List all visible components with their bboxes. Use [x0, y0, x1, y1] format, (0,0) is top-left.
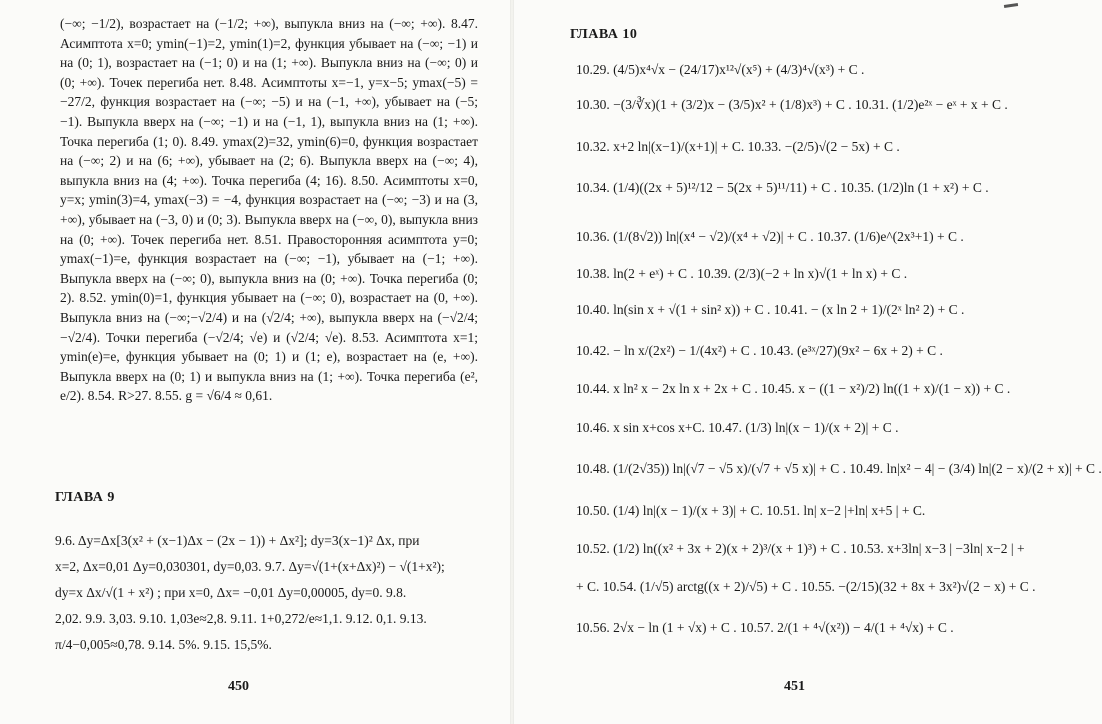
chapter9-line: x=2, Δx=0,01 Δy=0,030301, dy=0,03. 9.7. Δy=√(1+(x+Δx)²) − √(1+x²);: [55, 559, 445, 574]
answer-line: 10.44. x ln² x − 2x ln x + 2x + C . 10.45. x − ((1 − x²)/2) ln((1 + x)/(1 − x)) + C .: [576, 381, 1011, 396]
answer-line: 10.36. (1/(8√2)) ln|(x⁴ − √2)/(x⁴ + √2)| + C . 10.37. (1/6)e^(2x³+1) + C .: [576, 229, 964, 244]
answer-line: 10.48. (1/(2√35)) ln|(√7 − √5 x)/(√7 + √5 x)| + C . 10.49. ln|x² − 4| − (3/4) ln|(2 − x)/(2 + x)| + C .: [576, 461, 1102, 476]
answer-line: 10.46. x sin x+cos x+C. 10.47. (1/3) ln|(x − 1)/(x + 2)| + C .: [576, 420, 899, 435]
answer-line: 10.50. (1/4) ln|(x − 1)/(x + 3)| + C. 10.51. ln| x−2 |+ln| x+5 | + C.: [576, 503, 926, 518]
chapter9-line: π/4−0,005≈0,78. 9.14. 5%. 9.15. 15,5%.: [55, 637, 272, 652]
page-number-right: 451: [784, 679, 805, 694]
chapter9-line: dy=x Δx/√(1 + x²) ; при x=0, Δx= −0,01 Δy=0,00005, dy=0. 9.8.: [55, 585, 407, 600]
answer-line: 10.30. −(3/∛x)(1 + (3/2)x − (3/5)x² + (1/8)x³) + C . 10.31. (1/2)e²ˣ − eˣ + x + C .: [576, 97, 1008, 112]
chapter9-line: 9.6. Δy=Δx[3(x² + (x−1)Δx − (2x − 1)) + Δx²]; dy=3(x−1)² Δx, при: [55, 533, 420, 548]
chapter9-line: 2,02. 9.9. 3,03. 9.10. 1,03e≈2,8. 9.11. 1+0,272/e≈1,1. 9.12. 0,1. 9.13.: [55, 611, 427, 626]
answer-line: 10.42. − ln x/(2x²) − 1/(4x²) + C . 10.43. (e³ˣ/27)(9x² − 6x + 2) + C .: [576, 343, 943, 358]
page-left: [0, 0, 512, 724]
answer-line: + C. 10.54. (1/√5) arctg((x + 2)/√5) + C . 10.55. −(2/15)(32 + 8x + 3x²)√(2 − x) + C .: [576, 579, 1036, 594]
answer-line: 10.40. ln(sin x + √(1 + sin² x)) + C . 10.41. − (x ln 2 + 1)/(2ˣ ln² 2) + C .: [576, 302, 965, 317]
answer-line: 10.34. (1/4)((2x + 5)¹²/12 − 5(2x + 5)¹¹/11) + C . 10.35. (1/2)ln (1 + x²) + C .: [576, 180, 989, 195]
answer-line: 10.32. x+2 ln|(x−1)/(x+1)| + C. 10.33. −(2/5)√(2 − 5x) + C .: [576, 139, 900, 154]
chapter9-title: ГЛАВА 9: [55, 490, 115, 505]
answer-line: 10.56. 2√x − ln (1 + √x) + C . 10.57. 2/(1 + ⁴√(x²)) − 4/(1 + ⁴√x) + C .: [576, 620, 954, 635]
answer-line: 10.38. ln(2 + eˣ) + C . 10.39. (2/3)(−2 + ln x)√(1 + ln x) + C .: [576, 266, 908, 281]
chapter8-answers-text: (−∞; −1/2), возрастает на (−1/2; +∞), выпукла вниз на (−∞; +∞). 8.47. Асимптота x=0; ymin(−1)=2, ymin(1)=2, функция убывает на (−∞; −1) и на (0; 1), возрастает на (−1; 0) и на (1; +∞). Выпукла вниз на (−∞; 0) и (0; +∞). Точек перегиба нет. 8.48. Асимптоты x=−1, y=x−5; ymax(−5) = −27/2, функция возрастает на (−∞; −5) и на (−1, +∞), убывает на (−5; −1). Выпукла вверх на (−∞; −1) и на (−1, 1), выпукла вниз на (1; +∞). Точка перегиба (1; 0). 8.49. ymax(2)=32, ymin(6)=0, функция возрастает на (−∞; 2) и на (6; +∞), убывает на (2; 6). Выпукла вверх на (−∞; 4), выпукла вниз на (4; +∞). Точка перегиба (4; 16). 8.50. Асимптоты x=0, y=x; ymin(3)=4, ymax(−3) = −4, функция возрастает на (−∞; −3) и на (3, +∞), убывает на (−3, 0) и (0; 3). Выпукла вверх на (−∞, 0), выпукла вниз на (0; +∞). Точек перегиба нет. 8.51. Правосторонняя асимптота y=0; ymax(−1)=e, функция возрастает на (−∞; −1), убывает на (−1; +∞). Выпукла вверх на (−∞; 0), выпукла вниз на (0; +∞). Точка перегиба (0; 2). 8.52. ymin(0)=1, функция убывает на (−∞; 0), возрастает на (0, +∞). Выпукла вниз на (−∞;−√2/4) и на (√2/4; +∞), выпукла вверх на (−√2/4; −√2/4). Точки перегиба (−√2/4; √e) и (√2/4; √e). 8.53. Асимптота x=1; ymin(e)=e, функция убывает на (0; 1) и (1; e), возрастает на (e, +∞). Выпукла вверх на (0; 1) и выпукла вниз на (1; +∞). Точка перегиба (e², e/2). 8.54. R>27. 8.55. g = √6/4 ≈ 0,61.: [60, 16, 478, 404]
answer-line: 10.52. (1/2) ln((x² + 3x + 2)(x + 2)³/(x + 1)³) + C . 10.53. x+3ln| x−3 | −3ln| x−2 | +: [576, 541, 1025, 556]
chapter10-title: ГЛАВА 10: [570, 27, 638, 42]
chapter9-answers: [55, 528, 480, 658]
page-number-left: 450: [228, 679, 249, 694]
answer-line: 10.29. (4/5)x⁴√x − (24/17)x¹²√(x⁵) + (4/3)⁴√(x³) + C .: [576, 62, 865, 77]
page-right: [512, 0, 1102, 724]
